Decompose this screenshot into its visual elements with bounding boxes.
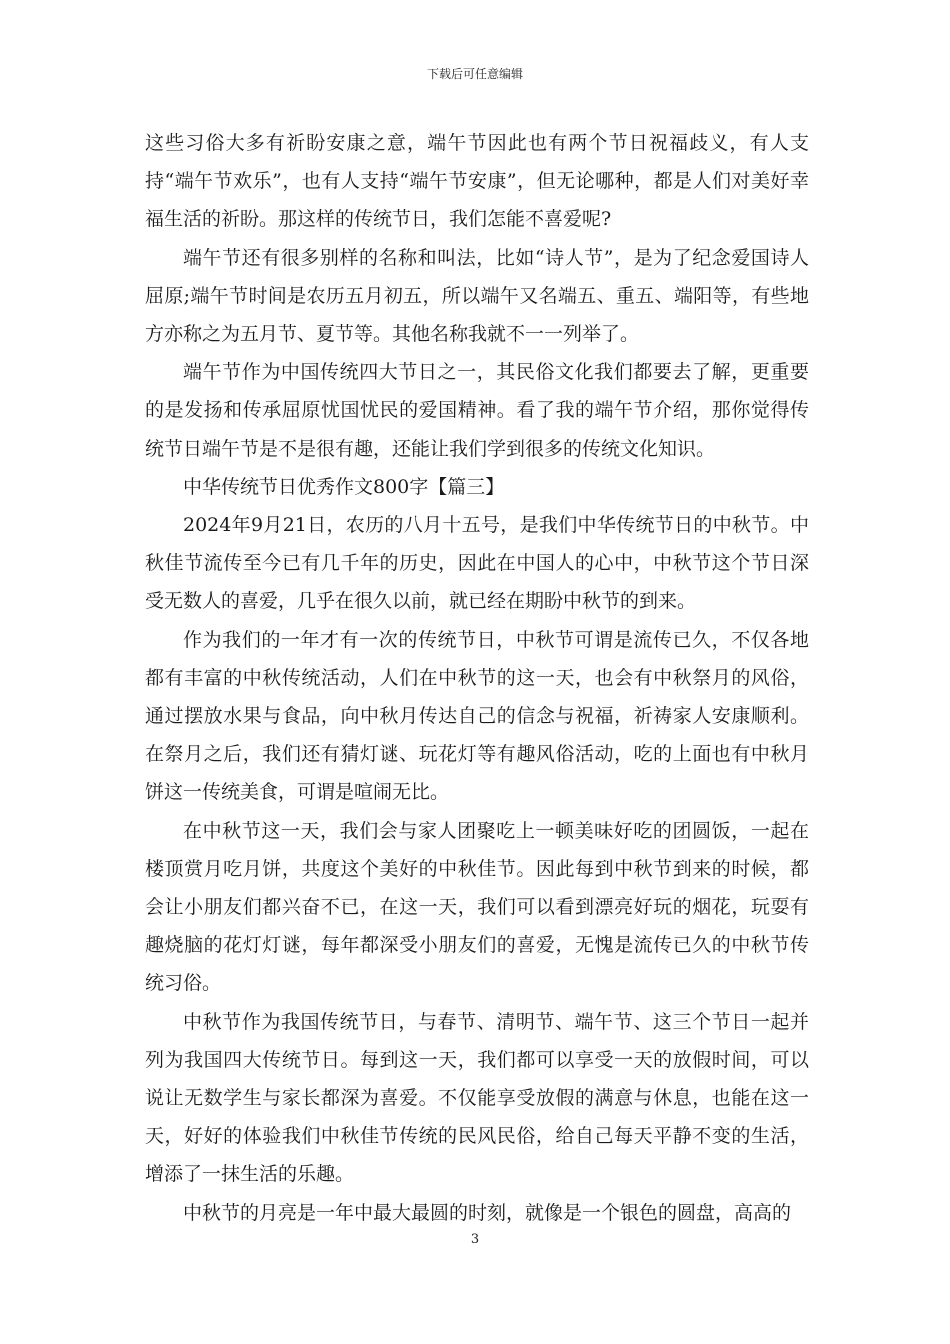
page-number: 3: [470, 1232, 480, 1247]
document-body: [145, 124, 809, 1232]
paragraph: 中秋节作为我国传统节日，与春节、清明节、端午节、这三个节日一起并列为我国四大传统节日。每到这一天，我们都可以享受一天的放假时间，可以说让无数学生与家长都深为喜爱。不仅能享受放假的满意与休息，也能在这一天，好好的体验我们中秋佳节传统的民风民俗，给自己每天平静不变的生活，增添了一抹生活的乐趣。: [145, 1010, 809, 1186]
paragraph: 端午节还有很多别样的名称和叫法，比如“诗人节”，是为了纪念爱国诗人屈原;端午节时间是农历五月初五，所以端午又名端五、重五、端阳等，有些地方亦称之为五月节、夏节等。其他名称我就不一一列举了。: [145, 246, 809, 346]
page-header: 下载后可任意编辑: [426, 67, 523, 81]
section-heading: 中华传统节日优秀作文800字【篇三】: [183, 475, 505, 498]
paragraph: 端午节作为中国传统四大节日之一，其民俗文化我们都要去了解，更重要的是发扬和传承屈原忧国忧民的爱国精神。看了我的端午节介绍，那你觉得传统节日端午节是不是很有趣，还能让我们学到很多的传统文化知识。: [145, 361, 809, 460]
paragraph-continuation: 这些习俗大多有祈盼安康之意，端午节因此也有两个节日祝福歧义，有人支持“端午节欢乐”，也有人支持“端午节安康”，但无论哪种，都是人们对美好幸福生活的祈盼。那这样的传统节日，我们怎能不喜爱呢?: [145, 132, 809, 231]
paragraph: 2024年9月21日，农历的八月十五号，是我们中华传统节日的中秋节。中秋佳节流传至今已有几千年的历史，因此在中国人的心中，中秋节这个节日深受无数人的喜爱，几乎在很久以前，就已经在期盼中秋节的到来。: [145, 514, 809, 613]
paragraph: 作为我们的一年才有一次的传统节日，中秋节可谓是流传已久，不仅各地都有丰富的中秋传统活动，人们在中秋节的这一天，也会有中秋祭月的风俗，通过摆放水果与食品，向中秋月传达自己的信念与祝福，祈祷家人安康顺利。在祭月之后，我们还有猜灯谜、玩花灯等有趣风俗活动，吃的上面也有中秋月饼这一传统美食，可谓是喧闹无比。: [145, 628, 809, 804]
paragraph: 中秋节的月亮是一年中最大最圆的时刻，就像是一个银色的圆盘，高高的: [183, 1201, 792, 1224]
paragraph: 在中秋节这一天，我们会与家人团聚吃上一顿美味好吃的团圆饭，一起在楼顶赏月吃月饼，共度这个美好的中秋佳节。因此每到中秋节到来的时候，都会让小朋友们都兴奋不已，在这一天，我们可以看到漂亮好玩的烟花，玩耍有趣烧脑的花灯灯谜，每年都深受小朋友们的喜爱，无愧是流传已久的中秋节传统习俗。: [145, 819, 809, 995]
